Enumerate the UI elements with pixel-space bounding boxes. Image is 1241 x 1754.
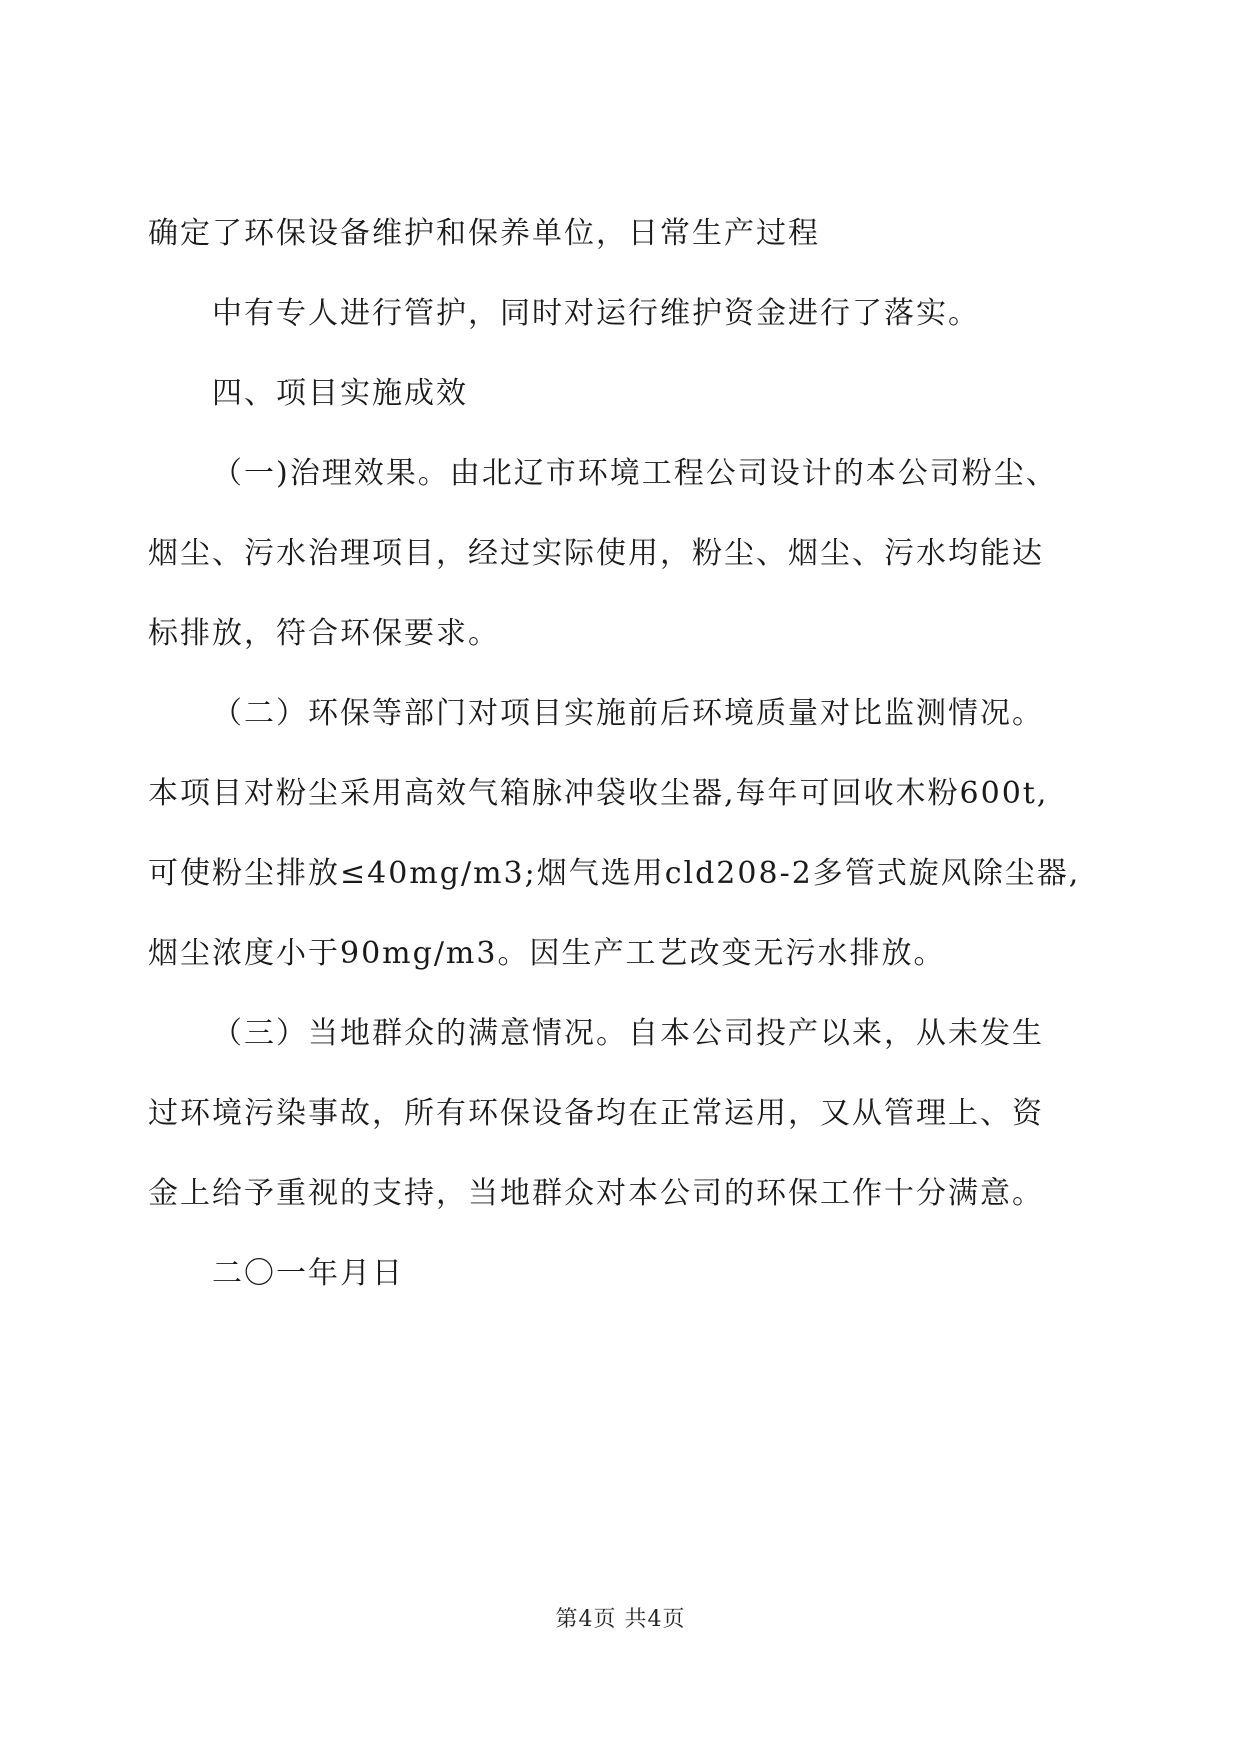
paragraph-line: （二）环保等部门对项目实施前后环境质量对比监测情况。 bbox=[212, 696, 1044, 731]
date-line: 二〇一年月日 bbox=[212, 1256, 404, 1291]
paragraph-line: 金上给予重视的支持，当地群众对本公司的环保工作十分满意。 bbox=[148, 1176, 1044, 1211]
paragraph-line: 可使粉尘排放≤40mg/m3;烟气选用cld208-2多管式旋风除尘器, bbox=[148, 856, 1081, 891]
section-heading: 四、项目实施成效 bbox=[212, 376, 468, 411]
paragraph-line: （一)治理效果。由北辽市环境工程公司设计的本公司粉尘、 bbox=[212, 456, 1058, 491]
paragraph-line: 烟尘浓度小于90mg/m3。因生产工艺改变无污水排放。 bbox=[148, 936, 946, 971]
paragraph-line: 标排放，符合环保要求。 bbox=[148, 616, 500, 651]
paragraph-line: （三）当地群众的满意情况。自本公司投产以来，从未发生 bbox=[212, 1016, 1044, 1051]
paragraph-line: 过环境污染事故，所有环保设备均在正常运用，又从管理上、资 bbox=[148, 1096, 1044, 1131]
paragraph-line: 本项目对粉尘采用高效气箱脉冲袋收尘器,每年可回收木粉600t, bbox=[148, 776, 1049, 811]
paragraph-line: 确定了环保设备维护和保养单位，日常生产过程 bbox=[148, 216, 820, 251]
page-number-footer: 第4页 共4页 bbox=[555, 1607, 686, 1632]
paragraph-line: 中有专人进行管护，同时对运行维护资金进行了落实。 bbox=[212, 296, 980, 331]
paragraph-line: 烟尘、污水治理项目，经过实际使用，粉尘、烟尘、污水均能达 bbox=[148, 536, 1044, 571]
